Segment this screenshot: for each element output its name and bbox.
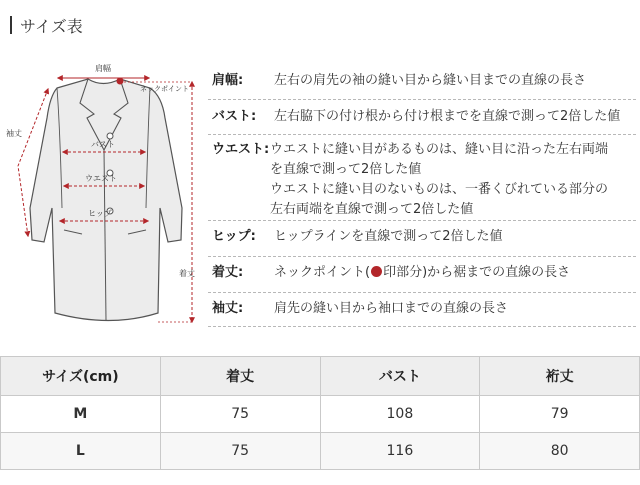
measurement-definitions <box>208 62 636 327</box>
sleeve-length-label: 袖丈 <box>6 129 22 138</box>
definition-line: ウエストに縫い目のないものは、一番くびれている部分の <box>270 182 609 197</box>
definition-text <box>270 140 608 220</box>
definition-label: ヒップ: <box>212 229 256 244</box>
definition-label: バスト: <box>212 109 257 124</box>
table-header-cell: サイズ(cm) <box>1 357 161 396</box>
page-header <box>10 14 83 36</box>
definition-row-sleeve <box>208 293 636 327</box>
definition-text: 肩先の縫い目から袖口までの直線の長さ <box>274 301 509 316</box>
definition-row-bust <box>208 100 636 135</box>
definition-text-before: ネックポイント( <box>274 265 371 280</box>
neck-point-dot-icon <box>371 266 382 277</box>
definition-line: を直線で測って2倍した値 <box>270 162 422 177</box>
definition-label: 袖丈: <box>212 301 244 316</box>
shoulder-width-label: 肩幅 <box>95 64 111 73</box>
table-cell: 75 <box>160 396 320 433</box>
coat-illustration <box>0 58 205 348</box>
definition-row-waist <box>208 135 636 221</box>
table-row-size: M <box>1 396 161 433</box>
definition-label: ウエスト: <box>212 142 270 157</box>
definition-text-after: 印部分)から裾までの直線の長さ <box>383 265 571 280</box>
bust-label: バスト <box>91 140 115 149</box>
definition-row-hip <box>208 221 636 257</box>
table-header-cell: 着丈 <box>160 357 320 396</box>
table-cell: 108 <box>320 396 480 433</box>
table-cell: 79 <box>480 396 640 433</box>
definition-label: 肩幅: <box>212 73 244 88</box>
table-cell: 75 <box>160 433 320 470</box>
coat-button <box>107 133 113 139</box>
table-header-cell: 裄丈 <box>480 357 640 396</box>
definition-row-shoulder <box>208 62 636 100</box>
definition-text <box>274 263 570 292</box>
definition-text: ヒップラインを直線で測って2倍した値 <box>274 229 503 244</box>
definition-text: 左右脇下の付け根から付け根までを直線で測って2倍した値 <box>274 109 621 124</box>
definition-label: 着丈: <box>212 265 244 280</box>
table-cell: 116 <box>320 433 480 470</box>
definition-line: ウエストに縫い目があるものは、縫い目に沿った左右両端 <box>270 142 609 157</box>
neck-point-marker <box>117 78 124 85</box>
table-cell: 80 <box>480 433 640 470</box>
definition-text: 左右の肩先の袖の縫い目から縫い目までの直線の長さ <box>274 73 587 88</box>
definition-row-length <box>208 257 636 293</box>
table-row-size: L <box>1 433 161 470</box>
coat-measurement-diagram <box>0 58 205 348</box>
table-header-cell: バスト <box>320 357 480 396</box>
hip-label: ヒップ <box>88 209 112 218</box>
page-title: サイズ表 <box>20 16 83 36</box>
table-row <box>1 396 640 433</box>
title-accent-bar <box>10 16 12 34</box>
definition-line: 左右両端を直線で測って2倍した値 <box>270 202 474 217</box>
table-row <box>1 433 640 470</box>
length-label-1: 着丈 <box>179 269 195 278</box>
table-header-row <box>1 357 640 396</box>
neck-point-label: ネックポイント <box>140 85 189 93</box>
waist-label: ウエスト <box>85 174 117 183</box>
size-table <box>0 356 640 470</box>
